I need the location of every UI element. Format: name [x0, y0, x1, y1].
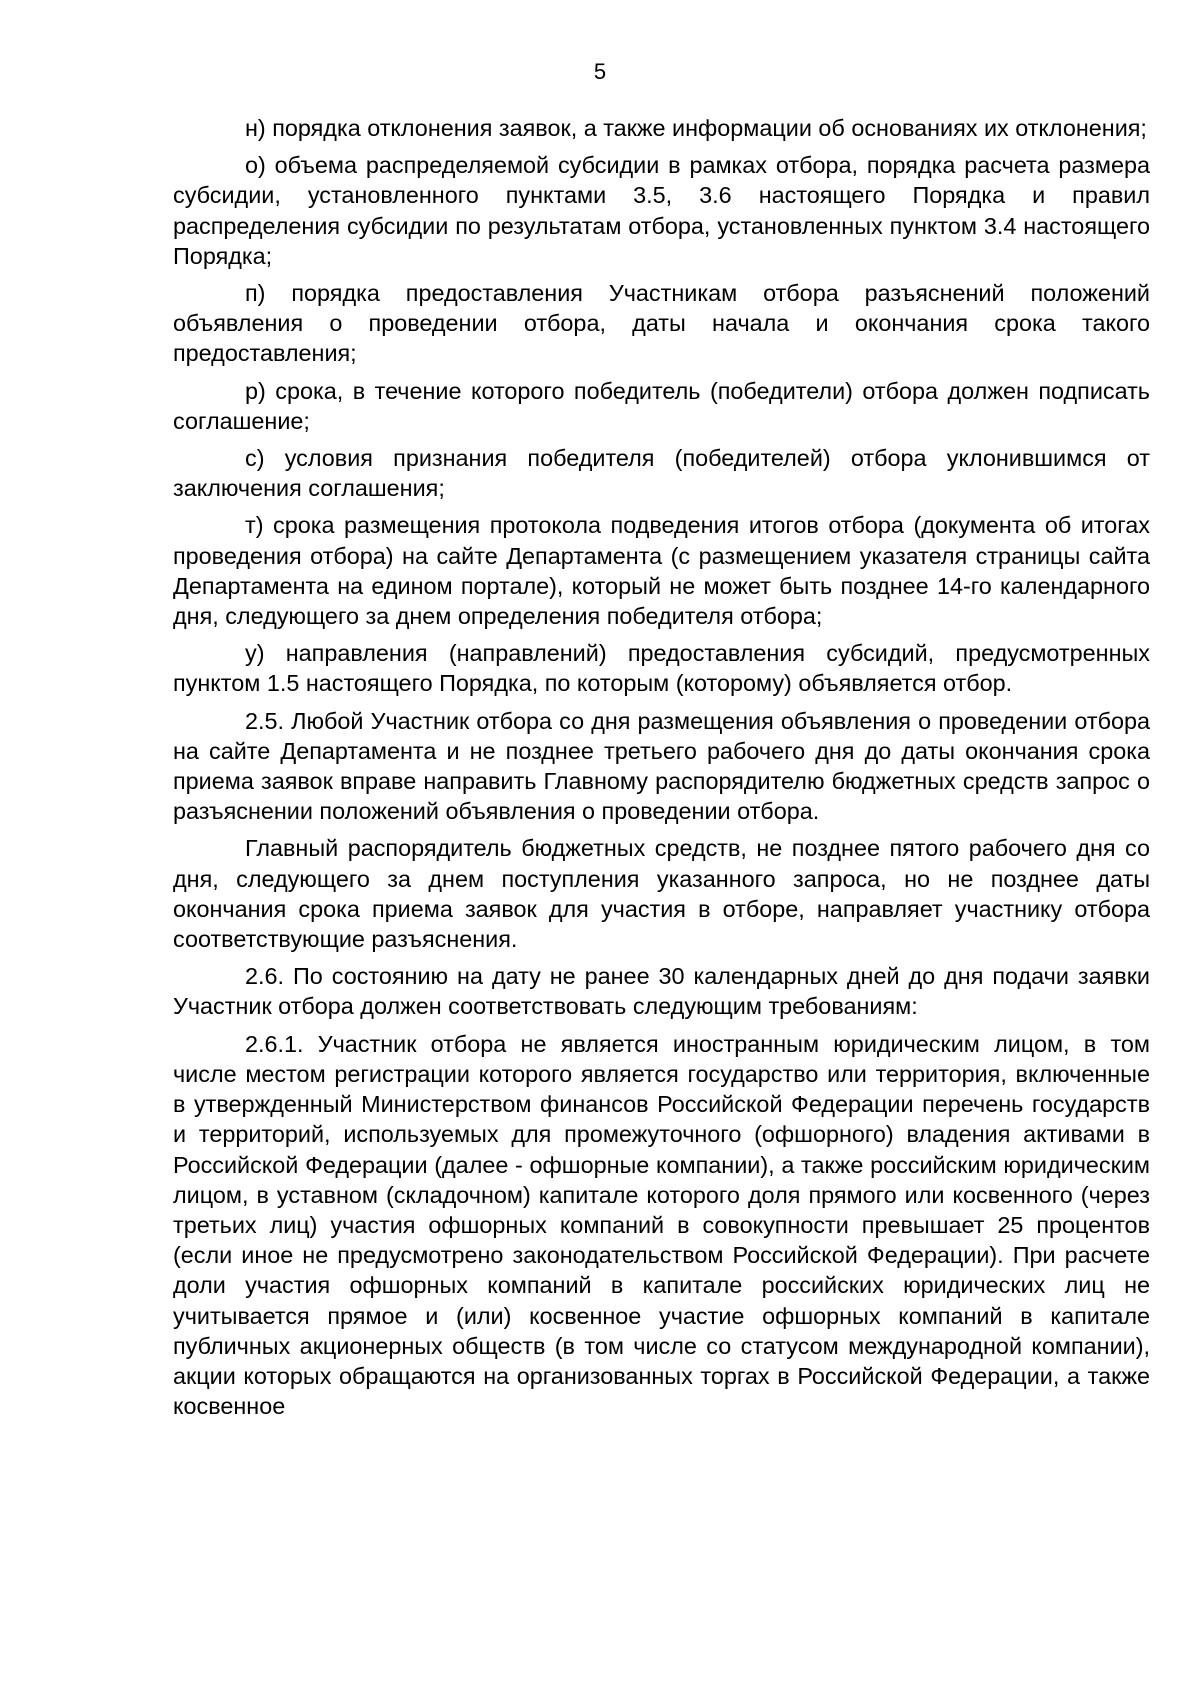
paragraph-s-evasion-conditions: с) условия признания победителя (победителей) отбора уклонившимся от заключения соглашения; [173, 445, 1150, 502]
paragraph-p-clarifications: п) порядка предоставления Участникам отбора разъяснений положений объявления о проведении отбора, даты начала и окончания срока такого предоставления; [173, 280, 1150, 367]
paragraph-u-directions: у) направления (направлений) предоставления субсидий, предусмотренных пунктом 1.5 настоящего Порядка, по которым (которому) объявляется отбор. [173, 640, 1150, 697]
paragraph-r-signing-term: р) срока, в течение которого победитель (победители) отбора должен подписать соглашение; [173, 377, 1150, 434]
page-number: 5 [593, 59, 607, 84]
paragraph-n-rejection-order: н) порядка отклонения заявок, а также информации об основаниях их отклонения; [245, 115, 1147, 141]
paragraph-2-6: 2.6. По состоянию на дату не ранее 30 календарных дней до дня подачи заявки Участник отбора должен соответствовать следующим требованиям: [173, 963, 1150, 1020]
paragraph-o-subsidy-volume: о) объема распределяемой субсидии в рамках отбора, порядка расчета размера субсидии, установленного пунктами 3.5, 3.6 настоящего Порядка и правил распределения субсидии по результатам отбора, установленных пунктом 3.4 настоящего Порядка; [173, 152, 1150, 269]
paragraph-2-6-1: 2.6.1. Участник отбора не является иностранным юридическим лицом, в том числе местом регистрации которого является государство или территория, включенные в утвержденный Министерством финансов Российской Федерации перечень государств и территорий, используемых для промежуточного (офшорного) владения активами в Российской Федерации (далее - офшорные компании), а также российским юридическим лицом, в уставном (складочном) капитале которого доля прямого или косвенного (через третьих лиц) участия офшорных компаний в совокупности превышает 25 процентов (если иное не предусмотрено законодательством Российской Федерации). При расчете доли участия офшорных компаний в капитале российских юридических лиц не учитывается прямое и (или) косвенное участие офшорных компаний в капитале публичных акционерных обществ (в том числе со статусом международной компании), акции которых обращаются на организованных торгах в Российской Федерации, а также косвенное [173, 1030, 1150, 1420]
paragraph-t-protocol-publication: т) срока размещения протокола подведения итогов отбора (документа об итогах проведения отбора) на сайте Департамента (с размещением указателя страницы сайта Департамента на едином портале), который не может быть позднее 14-го календарного дня, следующего за днем определения победителя отбора; [173, 512, 1150, 630]
paragraph-chief-administrator: Главный распорядитель бюджетных средств, не позднее пятого рабочего дня со дня, следующего за днем поступления указанного запроса, но не позднее даты окончания срока приема заявок для участия в отборе, направляет участнику отбора соответствующие разъяснения. [173, 835, 1150, 953]
paragraph-2-5: 2.5. Любой Участник отбора со дня размещения объявления о проведении отбора на сайте Департамента и не позднее третьего рабочего дня до даты окончания срока приема заявок вправе направить Главному распорядителю бюджетных средств запрос о разъяснении положений объявления о проведении отбора. [173, 707, 1150, 825]
document-body [173, 113, 1150, 1428]
